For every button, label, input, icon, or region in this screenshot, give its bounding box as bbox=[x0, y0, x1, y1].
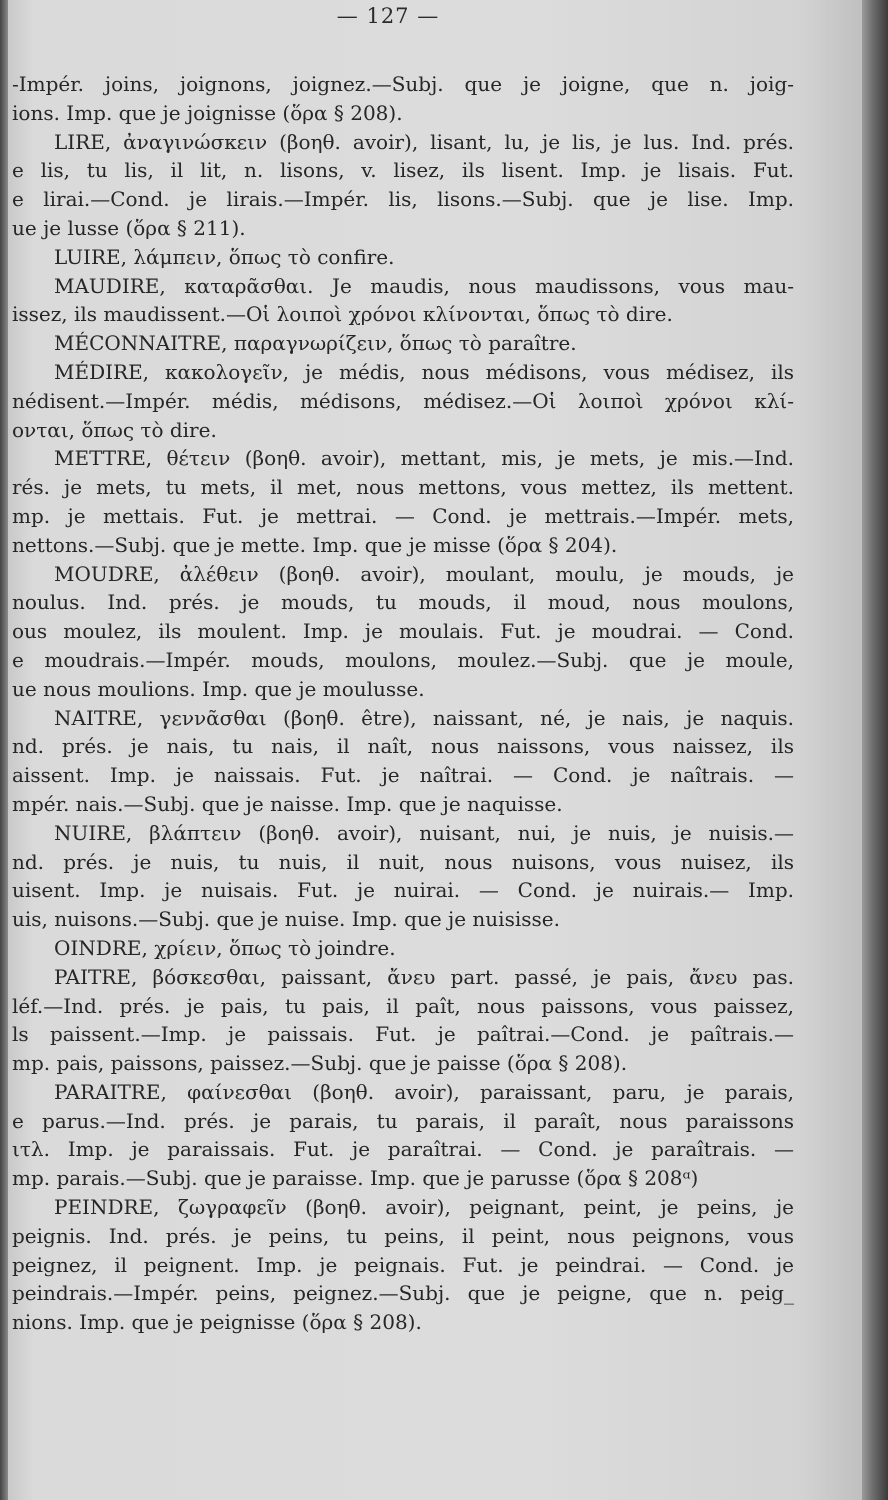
text-line: nions. Imp. que je peignisse (ὅρα § 208). bbox=[12, 1310, 422, 1335]
text-line: noulus. Ind. prés. je mouds, tu mouds, il moud, nous moulons, bbox=[12, 590, 794, 615]
text-line: issez, ils maudissent.—Οἱ λοιποὶ χρόνοι κλίνονται, ὅπως τὸ dire. bbox=[12, 302, 673, 327]
text-line: uisent. Imp. je nuisais. Fut. je nuirai. — Cond. je nuirais.— Imp. bbox=[12, 878, 794, 903]
page-number: — 127 — bbox=[336, 4, 440, 28]
text-line: mp. je mettais. Fut. je mettrai. — Cond. je mettrais.—Impér. mets, bbox=[12, 503, 794, 528]
text-line: PAITRE, βόσκεσθαι, paissant, ἄνευ part. passé, je pais, ἄνευ pas. bbox=[54, 964, 794, 989]
text-line: PARAITRE, φαίνεσθαι (βοηθ. avoir), paraissant, paru, je parais, bbox=[54, 1079, 794, 1104]
text-line: léf.—Ind. prés. je pais, tu pais, il paît, nous paissons, vous paissez, bbox=[12, 993, 794, 1018]
text-line: MOUDRE, ἀλέθειν (βοηθ. avoir), moulant, moulu, je mouds, je bbox=[54, 561, 794, 586]
text-line: e parus.—Ind. prés. je parais, tu parais, il paraît, nous paraissons bbox=[12, 1108, 794, 1133]
text-line: MAUDIRE, καταρᾶσθαι. Je maudis, nous maudissons, vous mau- bbox=[54, 273, 794, 298]
text-line: rés. je mets, tu mets, il met, nous mettons, vous mettez, ils mettent. bbox=[12, 475, 794, 500]
text-line: -Impér. joins, joignons, joignez.—Subj. que je joigne, que n. joig- bbox=[12, 72, 794, 96]
text-line: LUIRE, λάμπειν, ὅπως τὸ confire. bbox=[54, 244, 395, 269]
text-line: METTRE, θέτειν (βοηθ. avoir), mettant, mis, je mets, je mis.—Ind. bbox=[54, 446, 794, 471]
text-line: mp. parais.—Subj. que je paraisse. Imp. que je parusse (ὅρα § 208ᵅ) bbox=[12, 1166, 699, 1191]
book-page bbox=[8, 0, 870, 1500]
text-line: ous moulez, ils moulent. Imp. je moulais. Fut. je moudrai. — Cond. bbox=[12, 619, 794, 644]
text-line: nd. prés. je nais, tu nais, il naît, nous naissons, vous naissez, ils bbox=[12, 734, 794, 759]
text-line: nédisent.—Impér. médis, médisons, médisez.—Οἱ λοιποὶ χρόνοι κλί- bbox=[12, 388, 794, 413]
book-gutter-shadow bbox=[0, 0, 8, 1500]
text-line: nettons.—Subj. que je mette. Imp. que je misse (ὅρα § 204). bbox=[12, 532, 618, 557]
text-line: e moudrais.—Impér. mouds, moulons, moulez.—Subj. que je moule, bbox=[12, 647, 794, 672]
text-line: mp. pais, paissons, paissez.—Subj. que je paisse (ὅρα § 208). bbox=[12, 1051, 628, 1076]
text-line: aissent. Imp. je naissais. Fut. je naîtrai. — Cond. je naîtrais. — bbox=[12, 763, 794, 788]
page-body-text bbox=[12, 70, 794, 1337]
text-line: e lis, tu lis, il lit, n. lisons, v. lisez, ils lisent. Imp. je lisais. Fut. bbox=[12, 158, 794, 183]
text-line: ions. Imp. que je joignisse (ὅρα § 208). bbox=[12, 100, 403, 125]
text-line: ονται, ὅπως τὸ dire. bbox=[12, 417, 217, 442]
text-line: OINDRE, χρίειν, ὅπως τὸ joindre. bbox=[54, 935, 396, 960]
text-line: peindrais.—Impér. peins, peignez.—Subj. que je peigne, que n. peig_ bbox=[12, 1281, 794, 1306]
text-line: ue nous moulions. Imp. que je moulusse. bbox=[12, 676, 425, 701]
page-edge-shadow bbox=[862, 0, 888, 1500]
text-line: ls paissent.—Imp. je paissais. Fut. je paîtrai.—Cond. je paîtrais.— bbox=[12, 1022, 794, 1047]
text-line: LIRE, ἀναγινώσκειν (βοηθ. avoir), lisant, lu, je lis, je lus. Ind. prés. bbox=[54, 129, 794, 154]
text-line: peignis. Ind. prés. je peins, tu peins, il peint, nous peignons, vous bbox=[12, 1223, 794, 1248]
text-line: uis, nuisons.—Subj. que je nuise. Imp. que je nuisisse. bbox=[12, 907, 560, 932]
text-line: mpér. nais.—Subj. que je naisse. Imp. que je naquisse. bbox=[12, 791, 563, 816]
text-line: ιτλ. Imp. je paraissais. Fut. je paraîtrai. — Cond. je paraîtrais. — bbox=[12, 1137, 794, 1162]
text-line: ue je lusse (ὅρα § 211). bbox=[12, 215, 246, 240]
text-line: MÉCONNAITRE, παραγνωρίζειν, ὅπως τὸ paraître. bbox=[54, 331, 577, 356]
text-line: NAITRE, γεννᾶσθαι (βοηθ. être), naissant, né, je nais, je naquis. bbox=[54, 705, 794, 730]
text-line: e lirai.—Cond. je lirais.—Impér. lis, lisons.—Subj. que je lise. Imp. bbox=[12, 187, 794, 212]
text-line: MÉDIRE, κακολογεῖν, je médis, nous médisons, vous médisez, ils bbox=[54, 359, 794, 384]
text-line: PEINDRE, ζωγραφεῖν (βοηθ. avoir), peignant, peint, je peins, je bbox=[54, 1195, 794, 1220]
text-line: nd. prés. je nuis, tu nuis, il nuit, nous nuisons, vous nuisez, ils bbox=[12, 849, 794, 874]
text-line: peignez, il peignent. Imp. je peignais. Fut. je peindrai. — Cond. je bbox=[12, 1252, 794, 1277]
text-line: NUIRE, βλάπτειν (βοηθ. avoir), nuisant, nui, je nuis, je nuisis.— bbox=[54, 820, 794, 845]
